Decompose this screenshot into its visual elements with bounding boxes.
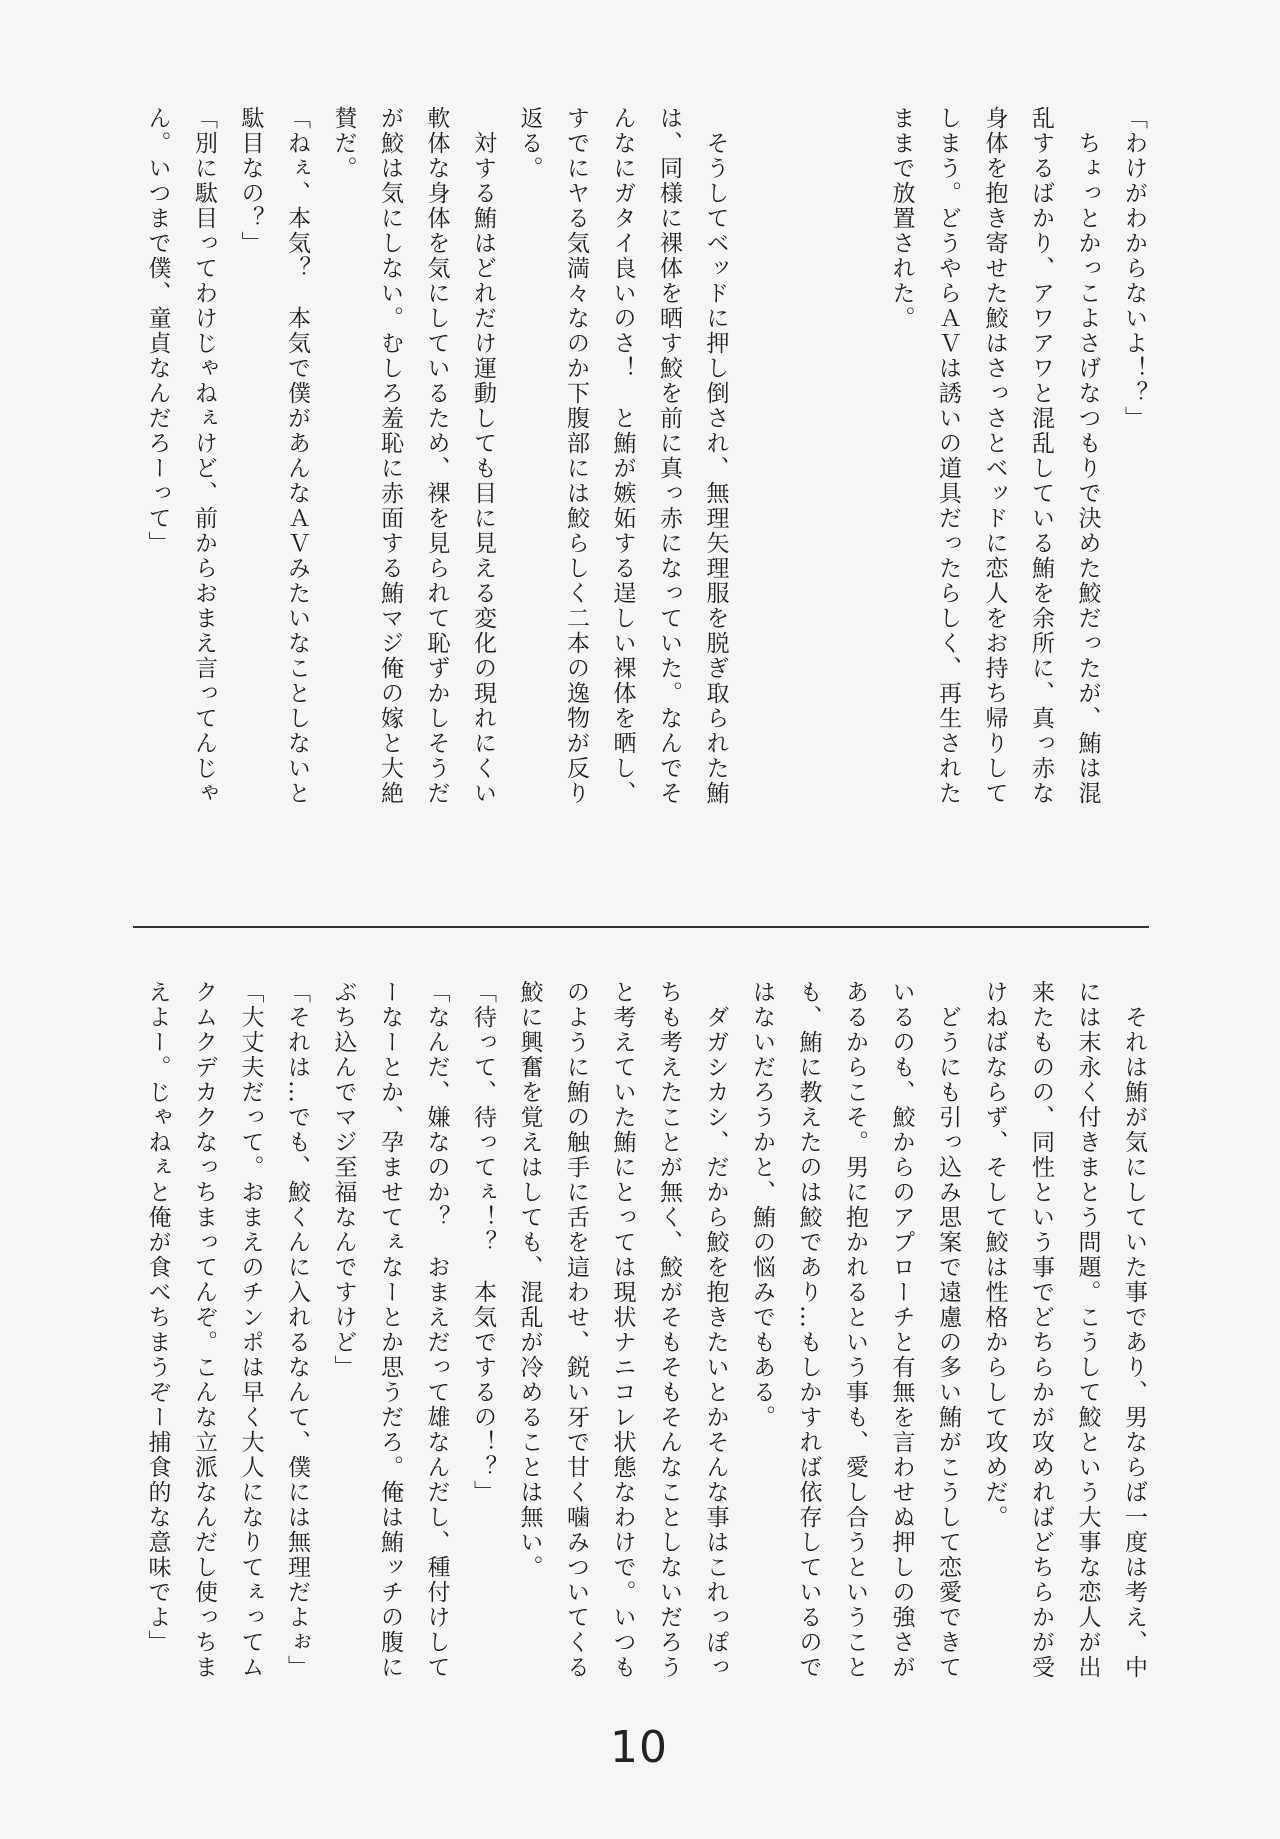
page-number: 10 [610, 1722, 668, 1773]
text-column: 「待って、待ってぇ！？ 本気でするの！？」 [470, 980, 496, 1505]
text-column: 駄目なの？」 [237, 106, 264, 256]
text-column: 軟体な身体を気にしているため、裸を見られて恥ずかしそうだ [423, 106, 450, 806]
text-column [785, 106, 832, 846]
text-column: 身体を抱き寄せた鮫はさっさとベッドに恋人をお持ち帰りして [981, 106, 1008, 806]
text-column: ちも考えたことが無く、鮫がそもそもそんなことしないだろう [656, 980, 682, 1680]
text-column: ぶち込んでマジ至福なんですけど」 [330, 980, 357, 1380]
text-column: ダガシカシ、だから鮫を抱きたいとかそんな事はこれっぽっ [702, 980, 729, 1680]
text-column: えよー。じゃねぇと俺が食べちまうぞー捕食的な意味でよ」 [144, 980, 171, 1655]
text-column: ままで放置された。 [888, 106, 915, 331]
text-column: ちょっとかっこよさげなつもりで決めた鮫だったが、鮪は混 [1074, 106, 1101, 806]
text-column: 「ねぇ、本気？ 本気で僕があんなＡＶみたいなことしないと [284, 106, 310, 806]
text-column: と考えていた鮪にとっては現状ナニコレ状態なわけで。いつも [609, 980, 636, 1680]
text-column: そうしてベッドに押し倒され、無理矢理服を脱ぎ取られた鮪 [702, 106, 729, 806]
text-column: 対する鮪はどれだけ運動しても目に見える変化の現れにくい [470, 106, 496, 806]
bottom-text-block [134, 980, 1157, 1720]
text-column: が鮫は気にしない。むしろ羞恥に赤面する鮪マジ俺の嫁と大絶 [377, 106, 403, 806]
text-column: 鮫に興奮を覚えはしても、混乱が冷めることは無い。 [516, 980, 543, 1580]
text-column: いるのも、鮫からのアプローチと有無を言わせぬ押しの強さが [888, 980, 915, 1680]
text-column: 乱するばかり、アワアワと混乱している鮪を余所に、真っ赤な [1028, 106, 1054, 806]
text-column: んなにガタイ良いのさ！ と鮪が嫉妬する逞しい裸体を晒し、 [609, 106, 636, 806]
text-column: ん。いつまで僕、童貞なんだろーって」 [144, 106, 171, 556]
text-column [739, 106, 786, 846]
text-column: しまう。どうやらＡＶは誘いの道具だったらしく、再生された [935, 106, 961, 806]
text-column: 賛だ。 [330, 106, 357, 181]
text-column: 「なんだ、嫌なのか？ おまえだって雄なんだし、種付けして [423, 980, 450, 1680]
text-column: クムクデカクなっちまってんぞ。こんな立派なんだし使っちま [191, 980, 217, 1680]
text-column: 「大丈夫だって。おまえのチンポは早く大人になりてぇってム [237, 980, 264, 1680]
text-column: けねばならず、そして鮫は性格からして攻めだ。 [981, 980, 1008, 1530]
text-column [832, 106, 879, 846]
text-column: 「それは…でも、鮫くんに入れるなんて、僕には無理だよぉ」 [284, 980, 310, 1680]
top-text-block [134, 106, 1157, 846]
text-column: は、同様に裸体を晒す鮫を前に真っ赤になっていた。なんでそ [656, 106, 682, 806]
text-column: すでにヤる気満々なのか下腹部には鮫らしく二本の逸物が反り [563, 106, 589, 806]
text-column: 来たものの、同性という事でどちらかが攻めればどちらかが受 [1028, 980, 1054, 1680]
text-column: 返る。 [516, 106, 543, 181]
text-column: はないだろうかと、鮪の悩みでもある。 [749, 980, 775, 1430]
text-column: も、鮪に教えたのは鮫であり…もしかすれば依存しているので [795, 980, 822, 1680]
text-column: 「わけがわからないよ！？」 [1121, 106, 1147, 431]
text-column: ーなーとか、孕ませてぇなーとか思うだろ。俺は鮪ッチの腹に [377, 980, 403, 1680]
text-column: それは鮪が気にしていた事であり、男ならば一度は考え、中 [1121, 980, 1147, 1680]
text-column: のように鮪の触手に舌を這わせ、鋭い牙で甘く噛みついてくる [563, 980, 589, 1680]
text-column: あるからこそ。男に抱かれるという事も、愛し合うということ [842, 980, 868, 1680]
section-divider [133, 926, 1149, 928]
text-column: 「別に駄目ってわけじゃねぇけど、前からおまえ言ってんじゃ [191, 106, 217, 806]
text-column: どうにも引っ込み思案で遠慮の多い鮪がこうして恋愛できて [935, 980, 961, 1680]
text-column: には末永く付きまとう問題。こうして鮫という大事な恋人が出 [1074, 980, 1101, 1680]
